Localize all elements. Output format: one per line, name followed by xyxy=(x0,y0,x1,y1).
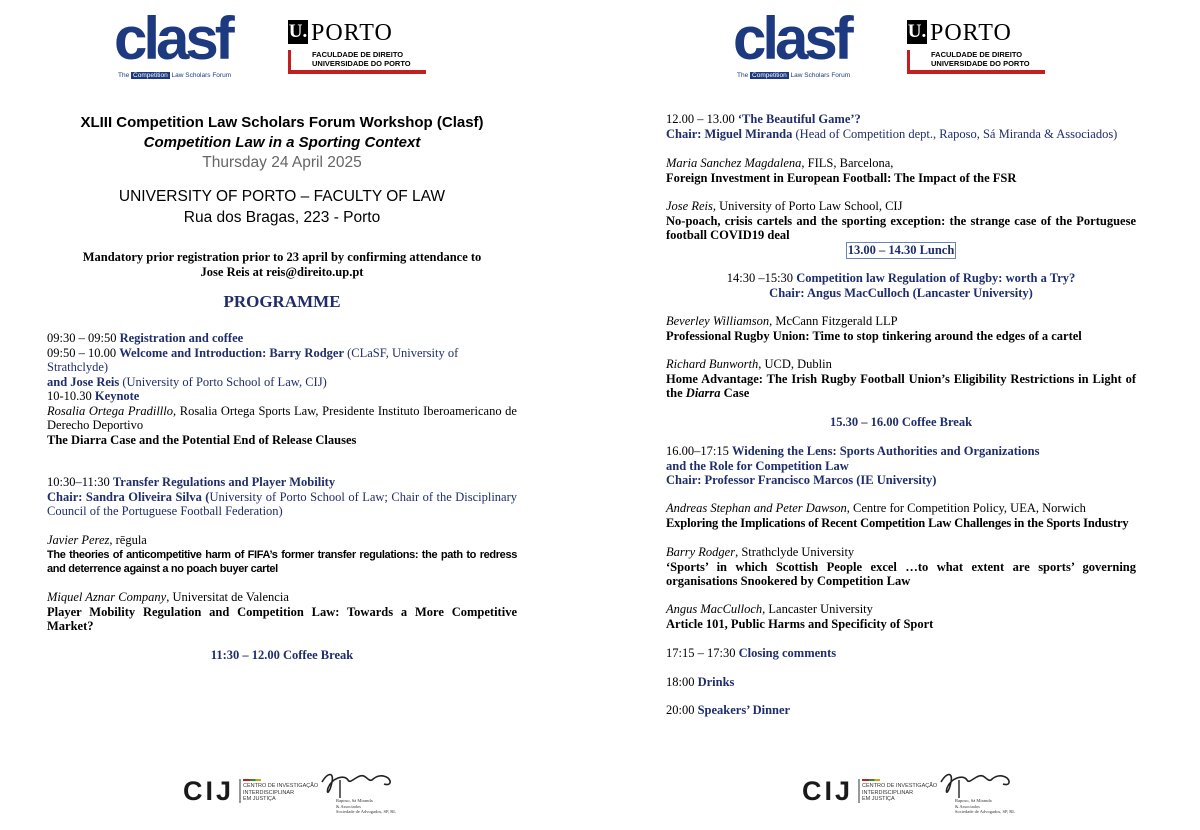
uporto-logo-word: PORTO xyxy=(311,20,393,46)
cij-logo-word: CIJ xyxy=(183,776,235,806)
panel-rugby: 14:30 –15:30 Competition law Regulation of Rugby: worth a Try? Chair: Angus MacCulloch (Lancaster University) xyxy=(726,271,1076,300)
lunch-break-label: 13.00 – 14.30 Lunch xyxy=(847,243,955,257)
panel-widening-lens: 16.00–17:15 Widening the Lens: Sports Authorities and Organizations and the Role for Competition Law Chair: Professor Francisco Marcos (IE University) xyxy=(666,444,1040,487)
pra-logo-text-right: Raposo, Sá Miranda & Associados Sociedade de Advogados, SP, RL xyxy=(955,798,1015,814)
workshop-date: Thursday 24 April 2025 xyxy=(202,154,362,171)
uporto-logo-red-bar-right xyxy=(907,70,1045,74)
pra-script-mark-right xyxy=(937,768,1017,800)
cij-logo-flag-right xyxy=(862,779,880,781)
uporto-logo-faculty-right: FACULDADE DE DIREITO UNIVERSIDADE DO PORTO xyxy=(931,50,1030,68)
coffee-break-2: 15.30 – 16.00 Coffee Break xyxy=(829,415,973,429)
panel-beautiful-game: 12.00 – 13.00 ‘The Beautiful Game’? Chair: Miguel Miranda (Head of Competition dept., Raposo, Sá Miranda & Associados) xyxy=(666,112,1118,141)
raposo-sa-miranda-logo-right xyxy=(937,768,1017,814)
session-registration: 09:30 – 09:50 Registration and coffee 09:50 – 10.00 Welcome and Introduction: Barry Rodger (CLaSF, University of Strathclyde) and Jose Reis (University of Porto School of Law, CIJ) xyxy=(47,331,459,389)
coffee-break-1: 11:30 – 12.00 Coffee Break xyxy=(210,648,354,662)
drinks: 18:00 Drinks xyxy=(666,675,735,689)
talk-stephan-dawson: Andreas Stephan and Peter Dawson, Centre for Competition Policy, UEA, Norwich Exploring the Implications of Recent Competition Law Challenges in the Sports Industry xyxy=(666,501,1129,530)
uporto-logo-box-right: U. xyxy=(907,21,927,42)
venue-name: UNIVERSITY OF PORTO – FACULTY OF LAW xyxy=(118,188,446,205)
venue-address: Rua dos Bragas, 223 - Porto xyxy=(183,209,381,226)
cij-logo-divider-right xyxy=(858,779,860,803)
talk-jose-reis: Jose Reis, University of Porto Law School, CIJ No-poach, crisis cartels and the sporting exception: the strange case of the Portuguese football COVID19 deal xyxy=(666,199,1136,242)
cij-logo-right xyxy=(802,775,938,809)
cij-logo-word-right: CIJ xyxy=(802,776,854,806)
talk-miquel-aznar: Miquel Aznar Company, Universitat de Valencia Player Mobility Regulation and Competition Law: Towards a More Competitive Market? xyxy=(47,590,517,633)
cij-logo-text-right: CENTRO DE INVESTIGAÇÃO INTERDISCIPLINAR EM JUSTIÇA xyxy=(862,783,938,802)
cij-logo-divider xyxy=(239,779,241,803)
uporto-logo-faculty: FACULDADE DE DIREITO UNIVERSIDADE DO PORTO xyxy=(312,50,411,68)
speakers-dinner: 20:00 Speakers’ Dinner xyxy=(666,703,791,717)
right-page xyxy=(619,0,1200,830)
talk-maria-sanchez: Maria Sanchez Magdalena, FILS, Barcelona, Foreign Investment in European Football: The Impact of the FSR xyxy=(666,156,1017,185)
uporto-logo-word-right: PORTO xyxy=(930,20,1012,46)
clasf-logo-word-right: clasf xyxy=(733,5,850,72)
clasf-logo-word: clasf xyxy=(114,5,231,72)
uporto-logo xyxy=(288,20,438,76)
talk-angus-macculloch: Angus MacCulloch, Lancaster University Article 101, Public Harms and Specificity of Sport xyxy=(666,602,934,631)
raposo-sa-miranda-logo xyxy=(318,768,398,814)
registration-line-1: Mandatory prior registration prior to 23 april by confirming attendance to xyxy=(82,250,482,264)
uporto-logo-red-bar xyxy=(288,70,426,74)
talk-javier-perez: Javier Perez, rēgula The theories of anticompetitive harm of FIFA’s former transfer regulations: the path to redress and deterrence against a no poach buyer cartel xyxy=(47,533,517,575)
cij-logo-text: CENTRO DE INVESTIGAÇÃO INTERDISCIPLINAR EM JUSTIÇA xyxy=(243,783,319,802)
panel-transfer-regulations: 10:30–11:30 Transfer Regulations and Player Mobility Chair: Sandra Oliveira Silva (University of Porto School of Law; Chair of the Disciplinary Council of the Portuguese Football Federation) xyxy=(47,475,517,518)
clasf-logo xyxy=(114,5,264,84)
lunch-break xyxy=(666,242,1136,259)
registration-line-2: Jose Reis at reis@direito.up.pt xyxy=(200,264,364,279)
clasf-logo-tagline-right: The Competition Law Scholars Forum xyxy=(737,72,851,79)
registration-note xyxy=(70,250,494,279)
uporto-logo-box: U. xyxy=(288,21,308,42)
clasf-logo-tagline: The Competition Law Scholars Forum xyxy=(118,72,232,79)
cij-logo xyxy=(183,775,319,809)
workshop-title: XLIII Competition Law Scholars Forum Workshop (Clasf) xyxy=(80,114,484,131)
uporto-logo-right xyxy=(907,20,1057,76)
session-keynote: 10-10.30 Keynote Rosalia Ortega Pradilllo, Rosalia Ortega Sports Law, Presidente Instituto Iberoamericano de Derecho Deportivo The Diarra Case and the Potential End of Release Clauses xyxy=(47,389,517,447)
talk-richard-bunworth: Richard Bunworth, UCD, Dublin Home Advantage: The Irish Rugby Football Union’s Eligibility Restrictions in Light of the Diarra Case xyxy=(666,357,1136,400)
pra-logo-text: Raposo, Sá Miranda & Associados Sociedade de Advogados, SP, RL xyxy=(336,798,396,814)
closing-comments: 17:15 – 17:30 Closing comments xyxy=(666,646,837,660)
talk-barry-rodger: Barry Rodger, Strathclyde University ‘Sports’ in which Scottish People excel …to what extent are sports’ governing organisations Snookered by Competition Law xyxy=(666,545,1136,588)
clasf-logo-right xyxy=(733,5,883,84)
programme-heading: PROGRAMME xyxy=(223,292,341,311)
pra-script-mark xyxy=(318,768,398,800)
talk-beverley-williamson: Beverley Williamson, McCann Fitzgerald LLP Professional Rugby Union: Time to stop tinkering around the edges of a cartel xyxy=(666,314,1082,343)
workshop-subtitle: Competition Law in a Sporting Context xyxy=(143,134,421,151)
cij-logo-flag xyxy=(243,779,261,781)
